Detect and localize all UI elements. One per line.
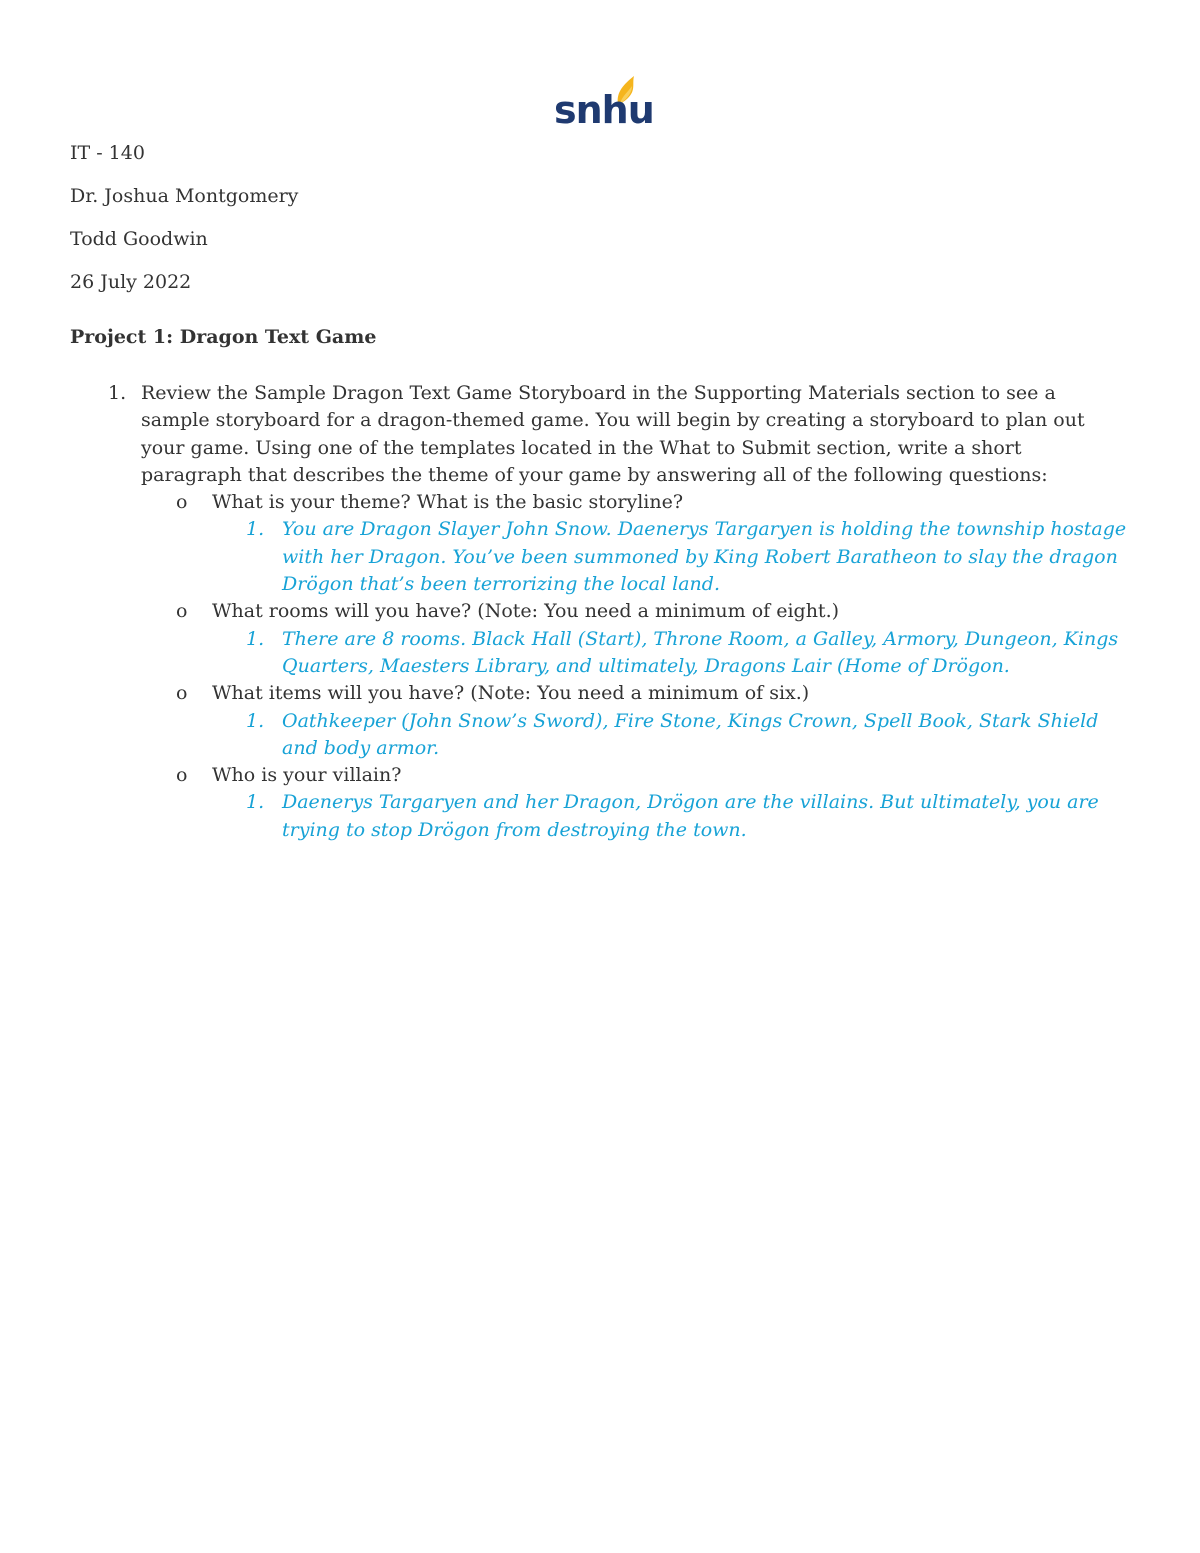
bullet: o [176, 682, 188, 705]
course-code: IT - 140 [70, 142, 145, 164]
question-item [108, 680, 1128, 707]
list-item-number: 1. [108, 382, 127, 404]
answer-text: There are 8 rooms. Black Hall (Start), Throne Room, a Galley, Armory, Dungeon, Kings Quarters, Maesters Library, and ultimately, Dragons Lair (Home of Drögon. [282, 627, 1119, 677]
answer-item [108, 789, 1128, 844]
logo-text: snhu [554, 88, 654, 132]
answer-item [108, 626, 1128, 681]
question-text: What is your theme? What is the basic storyline? [212, 491, 684, 514]
document-title: Project 1: Dragon Text Game [70, 326, 377, 348]
bullet: o [176, 491, 188, 514]
snhu-logo [554, 74, 654, 134]
project-list [108, 380, 1128, 844]
answer-text: You are Dragon Slayer John Snow. Daenerys Targaryen is holding the township hostage with her Dragon. You’ve been summoned by King Robert Baratheon to slay the dragon Drögon that’s been terrorizing the local land. [282, 518, 1127, 596]
question-text: What items will you have? (Note: You need a minimum of six.) [212, 682, 810, 705]
student-name: Todd Goodwin [70, 228, 208, 250]
question-item [108, 598, 1128, 625]
answer-number: 1. [246, 791, 265, 814]
bullet: o [176, 600, 188, 623]
question-text: Who is your villain? [212, 764, 402, 787]
question-item [108, 489, 1128, 516]
answer-text: Daenerys Targaryen and her Dragon, Drögon are the villains. But ultimately, you are trying to stop Drögon from destroying the town. [282, 791, 1099, 841]
list-item [108, 380, 1128, 489]
answer-number: 1. [246, 627, 265, 650]
answer-item [108, 708, 1128, 763]
question-item [108, 762, 1128, 789]
answer-number: 1. [246, 709, 265, 732]
bullet: o [176, 764, 188, 787]
answer-text: Oathkeeper (John Snow’s Sword), Fire Stone, Kings Crown, Spell Book, Stark Shield and body armor. [282, 709, 1099, 759]
instructor-name: Dr. Joshua Montgomery [70, 185, 299, 207]
list-item-text: Review the Sample Dragon Text Game Storyboard in the Supporting Materials section to see a sample storyboard for a dragon-themed game. You will begin by creating a storyboard to plan out your game. Using one of the templates located in the What to Submit section, write a short paragraph that describes the theme of your game by answering all of the following questions: [141, 382, 1085, 486]
document-date: 26 July 2022 [70, 271, 192, 293]
question-text: What rooms will you have? (Note: You need a minimum of eight.) [212, 600, 840, 623]
answer-number: 1. [246, 518, 265, 541]
answer-item [108, 516, 1128, 598]
